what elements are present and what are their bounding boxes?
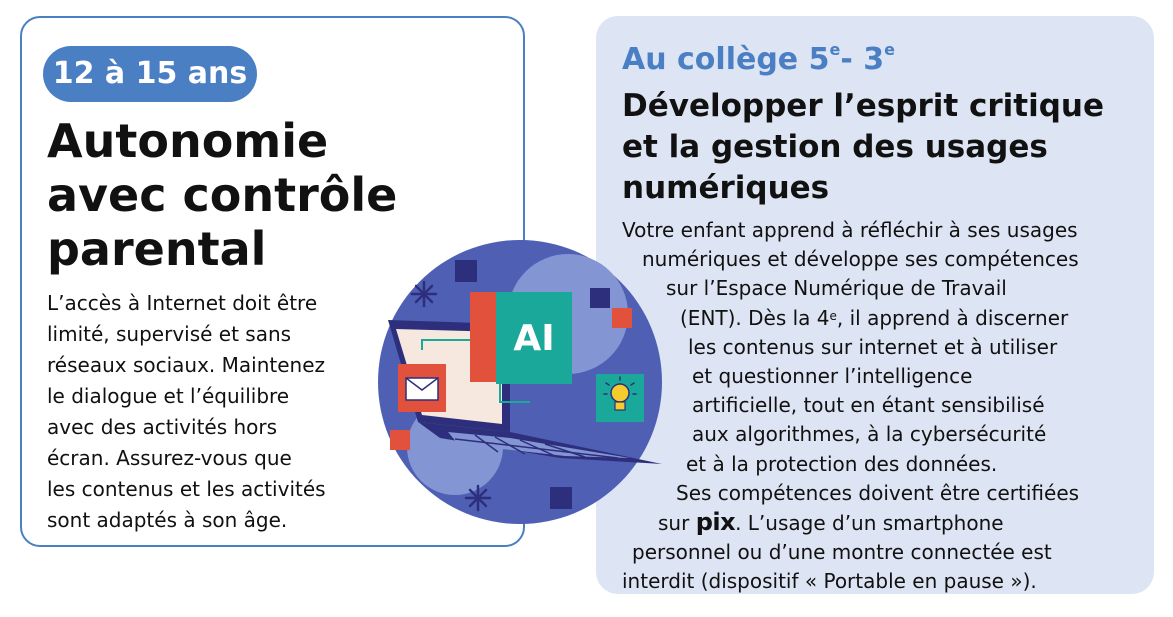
college-sup-2: e bbox=[884, 40, 895, 59]
left-body-line: limité, supervisé et sans bbox=[47, 322, 292, 346]
right-body-line: Votre enfant apprend à réfléchir à ses usages bbox=[622, 218, 1078, 242]
sparkle-icon bbox=[466, 486, 490, 510]
right-body-line bbox=[622, 508, 1142, 538]
right-body-text: (ENT). Dès la 4 bbox=[680, 305, 830, 330]
laptop-illustration bbox=[360, 232, 680, 562]
left-title-line-2: avec contrôle bbox=[47, 168, 398, 222]
navy-square bbox=[455, 260, 477, 282]
right-body-line: numériques et développe ses compétences bbox=[642, 247, 1079, 272]
left-body-line: avec des activités hors bbox=[47, 415, 278, 439]
right-body-line: et à la protection des données. bbox=[686, 451, 998, 476]
right-body-sup: e bbox=[829, 308, 837, 323]
right-body-line: personnel ou d’une montre connectée est bbox=[632, 540, 1052, 565]
left-title-line-3: parental bbox=[47, 222, 267, 276]
left-title-line-1: Autonomie bbox=[47, 114, 329, 168]
college-heading bbox=[622, 42, 895, 77]
age-badge: 12 à 15 ans bbox=[43, 46, 257, 102]
right-body-line: sur l’Espace Numérique de Travail bbox=[666, 276, 1007, 301]
right-body-line: Ses compétences doivent être certifiées bbox=[676, 480, 1080, 505]
ai-screen-label: AI bbox=[513, 318, 555, 359]
left-body bbox=[47, 288, 367, 536]
right-body-line: les contenus sur internet et à utiliser bbox=[688, 334, 1058, 359]
red-square bbox=[612, 308, 632, 328]
right-body-line: aux algorithmes, à la cybersécurité bbox=[692, 422, 1047, 447]
right-title-line-3: numériques bbox=[622, 170, 830, 206]
right-body-text: , il apprend à discerner bbox=[836, 305, 1069, 330]
lightbulb-icon bbox=[596, 374, 644, 422]
college-mid: - 3 bbox=[840, 42, 885, 77]
envelope-icon bbox=[398, 364, 446, 412]
left-body-line: les contenus et les activités bbox=[47, 477, 326, 501]
right-title-line-2: et la gestion des usages bbox=[622, 129, 1048, 165]
right-body-text: sur bbox=[658, 511, 696, 536]
college-prefix: Au collège 5 bbox=[622, 42, 830, 77]
right-body-line: artificielle, tout en étant sensibilisé bbox=[692, 393, 1045, 418]
right-body bbox=[622, 216, 1142, 597]
right-body-line: et questionner l’intelligence bbox=[692, 364, 973, 389]
left-body-line: L’accès à Internet doit être bbox=[47, 291, 318, 315]
sparkle-icon bbox=[412, 282, 436, 306]
left-body-line: réseaux sociaux. Maintenez bbox=[47, 353, 325, 377]
right-body-text: . L’usage d’un smartphone bbox=[735, 511, 1004, 536]
navy-square bbox=[550, 487, 572, 509]
left-body-line: écran. Assurez-vous que bbox=[47, 446, 292, 470]
right-body-line bbox=[622, 304, 1142, 333]
right-body-line: interdit (dispositif « Portable en pause »). bbox=[622, 569, 1037, 594]
pix-logo: pix bbox=[695, 508, 736, 537]
college-sup-1: e bbox=[829, 40, 841, 59]
left-body-line: sont adaptés à son âge. bbox=[47, 508, 288, 532]
red-square bbox=[390, 430, 410, 450]
left-body-line: le dialogue et l’équilibre bbox=[47, 384, 290, 408]
right-title-line-1: Développer l’esprit critique bbox=[622, 88, 1105, 124]
right-title bbox=[622, 86, 1142, 209]
navy-square bbox=[590, 288, 610, 308]
